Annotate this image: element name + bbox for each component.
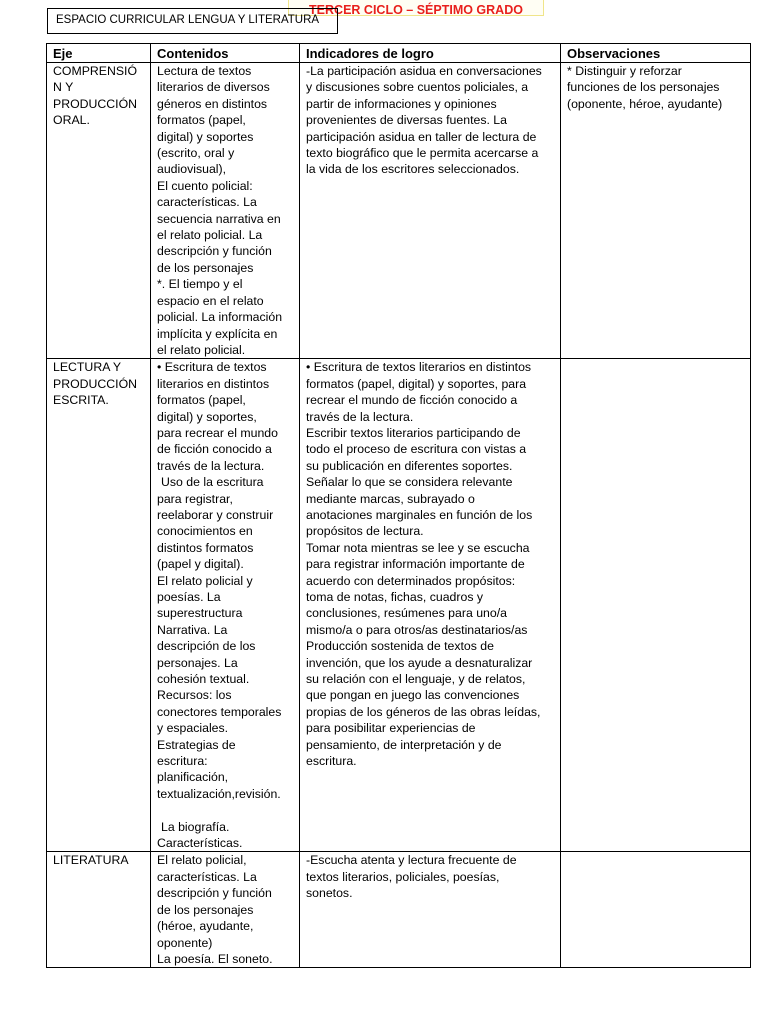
text-line: policial. La información <box>157 310 283 325</box>
text-line: (oponente, héroe, ayudante) <box>567 96 723 111</box>
cell-observaciones <box>561 63 751 359</box>
table-row <box>47 63 751 359</box>
text-line: digital) y soportes <box>157 129 254 144</box>
cell-contenidos <box>151 852 300 968</box>
text-line: acuerdo con determinados propósitos: <box>306 573 516 588</box>
text-line: espacio en el relato <box>157 293 264 308</box>
text-line: mismo/a o para otros/as destinatarios/as <box>306 622 528 637</box>
text-line: *. El tiempo y el <box>157 277 243 292</box>
text-line: el relato policial. <box>157 342 246 357</box>
page-banner: TERCER CICLO – SÉPTIMO GRADO <box>288 0 544 16</box>
cell-indicadores <box>300 852 561 968</box>
text-line: El relato policial, <box>157 853 247 868</box>
text-line: propias de los géneros de las obras leídas, <box>306 704 541 719</box>
text-line: ESCRITA. <box>53 393 109 408</box>
text-line: digital) y soportes, <box>157 409 257 424</box>
text-line: cohesión textual. <box>157 672 250 687</box>
column-header-eje: Eje <box>47 44 151 63</box>
text-line: literarios de diversos <box>157 80 270 95</box>
text-line: Tomar nota mientras se lee y se escucha <box>306 540 530 555</box>
text-line: todo el proceso de escritura con vistas a <box>306 442 527 457</box>
text-line: descripción y función <box>157 886 272 901</box>
text-line: escritura. <box>306 754 357 769</box>
text-line: N Y <box>53 80 74 95</box>
text-line: -La participación asidua en conversaciones <box>306 64 542 78</box>
text-line: descripción de los <box>157 639 256 654</box>
text-line: formatos (papel, <box>157 113 246 128</box>
text-line: Recursos: los <box>157 688 232 703</box>
text-line: La biografía. <box>161 819 230 834</box>
cell-eje <box>47 852 151 968</box>
text-line: (escrito, oral y <box>157 146 235 161</box>
text-line: secuencia narrativa en <box>157 211 281 226</box>
text-line: formatos (papel, <box>157 393 246 408</box>
text-line: para posibilitar experiencias de <box>306 721 476 736</box>
cell-contenidos <box>151 63 300 359</box>
text-line: implícita y explícita en <box>157 326 278 341</box>
text-line: LITERATURA <box>53 853 129 868</box>
cell-observaciones <box>561 852 751 968</box>
text-line: texto biográfico que le permita acercarse a <box>306 146 539 161</box>
text-line: su relación con el lenguaje, y de relatos, <box>306 672 526 687</box>
text-line: su publicación en diferentes soportes. <box>306 458 513 473</box>
table-row <box>47 359 751 852</box>
text-line: características. La <box>157 869 257 884</box>
text-line: planificación, <box>157 770 229 785</box>
text-line: Señalar lo que se considera relevante <box>306 475 513 490</box>
text-line: poesías. La <box>157 590 221 604</box>
text-line: funciones de los personajes <box>567 80 720 95</box>
text-line: el relato policial. La <box>157 228 263 243</box>
text-line: reelaborar y construir <box>157 507 274 522</box>
text-line: través de la lectura. <box>306 409 414 424</box>
text-line <box>157 802 297 818</box>
cell-eje <box>47 63 151 359</box>
text-line: escritura: <box>157 754 208 769</box>
text-line: El cuento policial: <box>157 178 253 193</box>
text-line: para registrar, <box>157 491 233 506</box>
text-line: PRODUCCIÓN <box>53 96 138 111</box>
text-line: (héroe, ayudante, <box>157 919 254 934</box>
text-line: PRODUCCIÓN <box>53 376 138 391</box>
text-line: conocimientos en <box>157 524 253 539</box>
text-line: y discusiones sobre cuentos policiales, a <box>306 80 529 95</box>
text-line: (papel y digital). <box>157 557 244 572</box>
text-line: de los personajes <box>157 260 254 275</box>
text-line: COMPRENSIÓ <box>53 64 138 78</box>
text-line: Estrategias de <box>157 737 236 752</box>
text-line: -Escucha atenta y lectura frecuente de <box>306 853 517 868</box>
text-line: través de la lectura. <box>157 458 265 473</box>
text-line: superestructura <box>157 606 243 621</box>
text-line: recrear el mundo de ficción conocido a <box>306 393 518 408</box>
text-line: • Escritura de textos <box>157 360 267 375</box>
text-line: textos literarios, policiales, poesías, <box>306 869 500 884</box>
text-line: pensamiento, de interpretación y de <box>306 737 502 752</box>
table-header-row <box>47 44 751 63</box>
text-line: personajes. La <box>157 655 238 670</box>
text-line: oponente) <box>157 935 213 950</box>
text-line: mediante marcas, subrayado o <box>306 491 475 506</box>
table-row <box>47 852 751 968</box>
text-line: La poesía. El soneto. <box>157 951 273 966</box>
column-header-indicadores: Indicadores de logro <box>300 44 561 63</box>
text-line: • Escritura de textos literarios en distintos <box>306 360 532 375</box>
text-line: conclusiones, resúmenes para uno/a <box>306 606 507 621</box>
text-line: El relato policial y <box>157 573 253 588</box>
cell-observaciones <box>561 359 751 852</box>
text-line: participación asidua en taller de lectura de <box>306 129 537 144</box>
text-line: audiovisual), <box>157 162 227 177</box>
text-line: descripción y función <box>157 244 272 259</box>
text-line: toma de notas, fichas, cuadros y <box>306 590 484 604</box>
text-line: de ficción conocido a <box>157 442 272 457</box>
text-line: y espaciales. <box>157 721 229 736</box>
text-line: Uso de la escritura <box>161 475 264 490</box>
curricular-space-label: ESPACIO CURRICULAR LENGUA Y LITERATURA <box>47 8 338 34</box>
text-line: Características. <box>157 836 243 851</box>
column-header-contenidos: Contenidos <box>151 44 300 63</box>
text-line: invención, que los ayude a desnaturalizar <box>306 655 533 670</box>
cell-indicadores <box>300 359 561 852</box>
text-line: Lectura de textos <box>157 64 252 78</box>
text-line: características. La <box>157 195 257 210</box>
text-line: textualización,revisión. <box>157 786 281 801</box>
text-line: distintos formatos <box>157 540 254 555</box>
cell-indicadores <box>300 63 561 359</box>
curriculum-table <box>46 43 751 968</box>
text-line: literarios en distintos <box>157 376 270 391</box>
cell-eje <box>47 359 151 852</box>
text-line: ORAL. <box>53 113 90 128</box>
text-line: LECTURA Y <box>53 360 122 375</box>
text-line: para recrear el mundo <box>157 425 278 440</box>
text-line: Narrativa. La <box>157 622 228 637</box>
text-line: géneros en distintos <box>157 96 268 111</box>
text-line: provenientes de diversas fuentes. La <box>306 113 507 128</box>
text-line: la vida de los escritores seleccionados. <box>306 162 520 177</box>
text-line: conectores temporales <box>157 704 282 719</box>
text-line: Escribir textos literarios participando de <box>306 425 521 440</box>
text-line: que pongan en juego las convenciones <box>306 688 520 703</box>
text-line: Producción sostenida de textos de <box>306 639 494 654</box>
text-line: formatos (papel, digital) y soportes, para <box>306 376 527 391</box>
text-line: * Distinguir y reforzar <box>567 64 682 78</box>
text-line: sonetos. <box>306 886 353 901</box>
text-line: partir de informaciones y opiniones <box>306 96 497 111</box>
text-line: propósitos de lectura. <box>306 524 424 539</box>
cell-contenidos <box>151 359 300 852</box>
text-line: anotaciones marginales en función de los <box>306 507 533 522</box>
text-line: para registrar información importante de <box>306 557 525 572</box>
column-header-observaciones: Observaciones <box>561 44 751 63</box>
text-line: de los personajes <box>157 902 254 917</box>
